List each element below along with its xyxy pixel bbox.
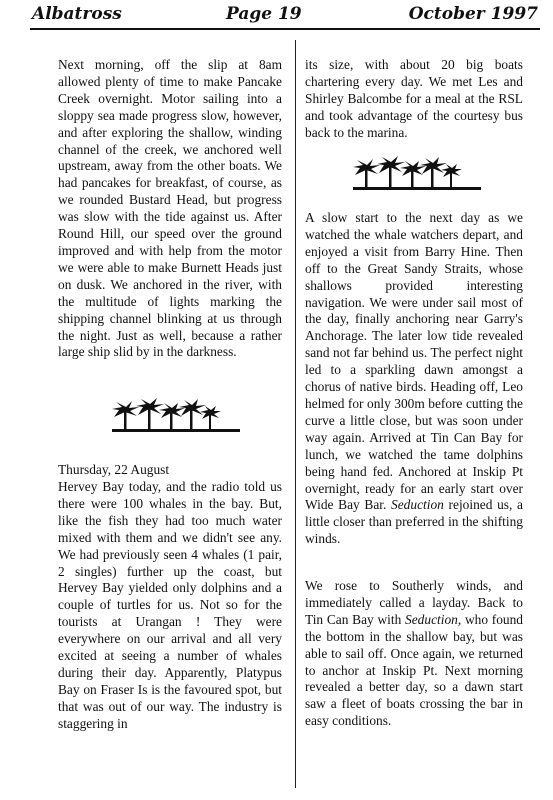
column-divider (295, 40, 296, 788)
left-paragraph-2 (58, 479, 282, 733)
boat-name: Seduction, (405, 611, 462, 627)
paragraph-text-part: We rose to Southerly winds, and immediately called a layday. Back to Tin Can Bay with (305, 578, 523, 627)
paragraph-text-part: rejoined us, a little closer than preferred in the shifting winds. (305, 497, 523, 547)
paragraph-text: Hervey Bay today, and the radio told us there were 100 whales in the bay. But, like the fish they had too much water mixed with them and we didn't see any. We had previously seen 4 whales (1 pair, 2 singles) further up the coast, but Hervey Bay yielded only dolphins and a couple of turtles for us. Not so for the tourists at Urangan ! They were everywhere on our arrival and all very excited at seeing a number of whales during their day. Apparently, Platypus Bay on Fraser Is is the favoured spot, but that was out of our way. The industry is staggering in (58, 479, 282, 731)
palm-trees-divider-icon (353, 156, 481, 192)
paragraph-text (305, 210, 523, 548)
right-paragraph-2 (305, 210, 523, 548)
palm-trees-divider-icon (112, 398, 240, 434)
date-heading: Thursday, 22 August (58, 462, 170, 477)
boat-name: Seduction (391, 497, 444, 513)
paragraph-text-part: A slow start to the next day as we watched the whale watchers depart, and enjoyed a visit from Barry Hine. Then off to the Great Sandy Straits, whose shallows provided interesting navigation. We were under sail most of the day, finally anchoring near Garry's Anchorage. The later low tide revealed sand not far behind us. The perfect night led to a sparkling dawn amongst a chorus of native birds. Heading off, Leo helmed for only 300m before cutting the curve a little close, but was soon under way again. Arrived at Tin Can Bay for lunch, we watched the tame dolphins being hand fed. Anchored at Inskip Pt overnight, ready for an early start over Wide Bay Bar. (305, 210, 523, 513)
left-paragraph-1 (58, 57, 282, 361)
left-section-date (58, 462, 282, 479)
right-paragraph-1 (305, 57, 523, 142)
right-paragraph-3 (305, 578, 523, 730)
issue-date: October 1997 (408, 4, 538, 24)
page-header (30, 0, 540, 30)
page-number: Page 19 (226, 4, 302, 24)
paragraph-text (305, 578, 523, 730)
paragraph-text: its size, with about 20 big boats chartering every day. We met Les and Shirley Balcombe for a meal at the RSL and took advantage of the courtesy bus back to the marina. (305, 57, 523, 140)
paragraph-text-part: who found the bottom in the shallow bay, but was able to sail off. Once again, we returned to anchor at Inskip Pt. Next morning revealed a better day, so a dawn start saw a fleet of boats crossing the bar in easy conditions. (305, 611, 523, 729)
paragraph-text: Next morning, off the slip at 8am allowed plenty of time to make Pancake Creek overnight. Motor sailing into a sloppy sea made progress slow, however, and after exploring the shallow, winding channel of the creek, we anchored well upstream, away from the other boats. We had pancakes for breakfast, of course, as we rounded Bustard Head, but progress was slow with the tide against us. After Round Hill, our speed over the ground improved and with help from the motor we were able to make Burnett Heads just on dusk. We anchored in the river, with the multitude of lights marking the shipping channel blinking at us through the night. Just as well, because a rather large ship slid by in the darkness. (58, 57, 282, 360)
publication-title: Albatross (32, 4, 122, 24)
